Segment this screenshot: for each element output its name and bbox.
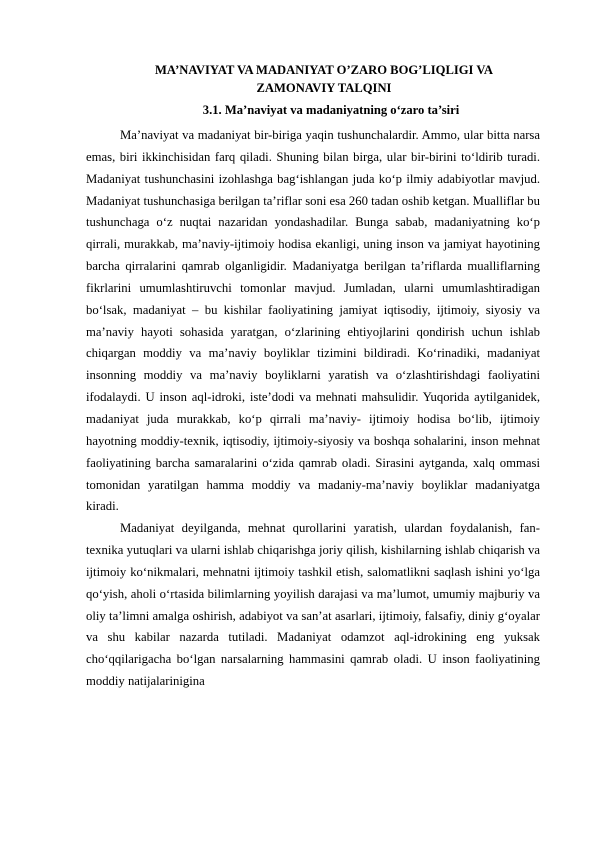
body-text [86,125,540,693]
section-heading: 3.1. Ma’naviyat va madaniyatning o‘zaro ta’siri [202,103,460,117]
document-title-line-2: ZAMONAVIY TALQINI [256,81,392,95]
paragraph-2: Madaniyat deyilganda, mehnat qurollarini yaratish, ulardan foydalanish, fan-texnika yutuqlari va ularni ishlab chiqarishga joriy qilish, kishilarning ishlab chiqarish va ijtimoiy ko‘nikmalari, mehnatni ijtimoiy tashkil etish, salomatlikni saqlash ishini yo‘lga qo‘yish, aholi o‘rtasida bilimlarning yoyilish darajasi va ma’lumot, umumiy majburiy va oliy ta’limni amalga oshirish, adabiyot va san’at asarlari, ijtimoiy, falsafiy, diniy g‘oyalar va shu kabilar nazarda tutiladi. Madaniyat odamzot aql-idrokining eng yuksak cho‘qqilarigacha bo‘lgan narsalarning hammasini qamrab oladi. U inson faoliyatining moddiy natijalarinigina [86,521,540,689]
paragraph-1: Ma’naviyat va madaniyat bir-biriga yaqin tushunchalardir. Ammo, ular bitta narsa emas, biri ikkinchisidan farq qiladi. Shuning bilan birga, ular bir-birini to‘ldirib turadi. Madaniyat tushunchasini izohlashga bag‘ishlangan juda ko‘p ilmiy adabiyotlar mavjud. Madaniyat tushunchasiga berilgan ta’riflar soni esa 260 tadan oshib ketgan. Mualliflar bu tushunchaga o‘z nuqtai nazaridan yondashadilar. Bunga sabab, madaniyatning ko‘p qirrali, murakkab, ma’naviy-ijtimoiy hodisa ekanligi, uning inson va jamiyat hayotining barcha qirralarini qamrab olganligidir. Madaniyatga berilgan ta’riflarda mualliflarning fikrlarini umumlashtiruvchi tomonlar mavjud. Jumladan, ularni umumlashtiradigan bo‘lsak, madaniyat – bu kishilar faoliyatining jamiyat iqtisodiy, ijtimoiy, siyosiy va ma’naviy hayoti sohasida yaratgan, o‘zlarining ehtiyojlarini qondirish uchun ishlab chiqargan moddiy va ma’naviy boyliklar tizimini bildiradi. Ko‘rinadiki, madaniyat insonning moddiy va ma’naviy boyliklarni yaratish va o‘zlashtirishdagi faoliyatini ifodalaydi. U inson aql-idroki, iste’dodi va mehnati mahsulidir. Yuqorida aytilganidek, madaniyat juda murakkab, ko‘p qirrali ma’naviy- ijtimoiy hodisa bo‘lib, ijtimoiy hayotning moddiy-texnik, iqtisodiy, ijtimoiy-siyosiy va boshqa sohalarini, inson mehnat faoliyatining barcha samaralarini o‘zida qamrab oladi. Sirasini aytganda, xalq ommasi tomonidan yaratilgan hamma moddiy va madaniy-ma’naviy boyliklar madaniyatga kiradi. [86,128,540,514]
document-title-line-1: MA’NAVIYAT VA MADANIYAT O’ZARO BOG’LIQLIGI VA [155,63,493,77]
